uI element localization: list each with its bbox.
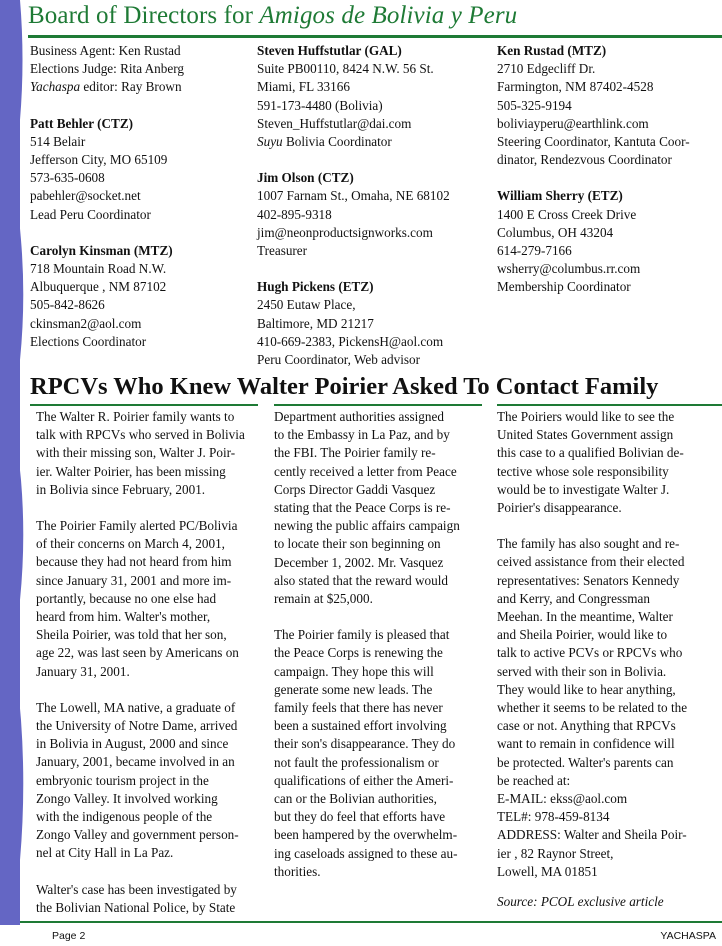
- director-detail-line: 2710 Edgecliff Dr.: [497, 61, 596, 77]
- article-line: ADDRESS: Walter and Sheila Poir-: [497, 827, 687, 843]
- article-column-3: [497, 408, 687, 911]
- director-detail-line: 1007 Farnam St., Omaha, NE 68102: [257, 188, 450, 204]
- director-detail-line: Suyu Bolivia Coordinator: [257, 134, 392, 150]
- article-line: the FBI. The Poirier family re-: [274, 445, 436, 461]
- spacer: [30, 97, 184, 115]
- italic-prefix: Yachaspa: [30, 79, 81, 95]
- article-line: the Peace Corps is renewing the: [274, 645, 443, 661]
- article-line: would be to investigate Walter J.: [497, 481, 670, 497]
- article-line: to locate their son beginning on: [274, 536, 441, 552]
- article-rule-right: [497, 404, 722, 406]
- article-line: age 22, was last seen by Americans on: [36, 645, 239, 661]
- article-line: because they had not heard from him: [36, 554, 232, 570]
- article-line: want to remain in confidence will: [497, 736, 675, 752]
- article-line: nel at City Hall in La Paz.: [36, 845, 174, 861]
- article-line: E-MAIL: ekss@aol.com: [497, 791, 628, 807]
- director-detail-line: 614-279-7166: [497, 243, 572, 259]
- article-line: cently received a letter from Peace: [274, 463, 457, 479]
- article-line: Zongo Valley and government person-: [36, 827, 239, 843]
- director-detail-line: Business Agent: Ken Rustad: [30, 43, 181, 58]
- director-detail-line: 514 Belair: [30, 133, 86, 149]
- director-detail-line: ckinsman2@aol.com: [30, 315, 142, 331]
- article-line: with their missing son, Walter J. Poir-: [36, 445, 236, 461]
- article-line: The Poirier family is pleased that: [274, 627, 450, 643]
- article-headline: RPCVs Who Knew Walter Poirier Asked To Contact Family: [30, 373, 659, 400]
- director-name: Carolyn Kinsman (MTZ): [30, 242, 173, 258]
- article-paragraph: [36, 699, 245, 863]
- article-line: of their concerns on March 4, 2001,: [36, 536, 225, 552]
- director-detail-line: Miami, FL 33166: [257, 79, 350, 95]
- director-detail-line: 2450 Eutaw Place,: [257, 297, 356, 313]
- director-detail-line: Farmington, NM 87402-4528: [497, 79, 654, 95]
- article-line: this case to a qualified Bolivian de-: [497, 445, 684, 461]
- article-rule-mid: [274, 404, 482, 406]
- director-detail-line: Baltimore, MD 21217: [257, 315, 374, 331]
- article-line: January, 2001, became involved in an: [36, 754, 235, 770]
- director-name: Hugh Pickens (ETZ): [257, 279, 374, 295]
- article-line: Sheila Poirier, was told that her son,: [36, 627, 227, 643]
- article-line: whether it seems to be related to the: [497, 700, 688, 716]
- article-line: their son's disappearance. They do: [274, 736, 456, 752]
- article-line: qualifications of either the Ameri-: [274, 772, 454, 788]
- article-line: family feels that there has never: [274, 700, 443, 716]
- article-line: ing caseloads assigned to these au-: [274, 845, 458, 861]
- article-line: heard from him. Walter's mother,: [36, 609, 211, 625]
- director-detail-line: Peru Coordinator, Web advisor: [257, 352, 420, 368]
- article-paragraph: [497, 408, 687, 517]
- director-name: Ken Rustad (MTZ): [497, 43, 607, 58]
- article-column-1: [36, 408, 245, 917]
- article-line: in Bolivia since February, 2001.: [36, 481, 206, 497]
- title-rule: [28, 35, 722, 38]
- article-line: ier , 82 Raynor Street,: [497, 845, 614, 861]
- page-footer: [0, 928, 722, 946]
- article-line: Poirier's disappearance.: [497, 500, 622, 516]
- director-name: William Sherry (ETZ): [497, 188, 623, 204]
- director-detail-line: Yachaspa editor: Ray Brown: [30, 79, 182, 95]
- article-line: remain at $25,000.: [274, 591, 373, 607]
- article-line: TEL#: 978-459-8134: [497, 809, 610, 825]
- article-line: ceived assistance from their elected: [497, 554, 685, 570]
- article-line: portantly, because no one else had: [36, 590, 217, 606]
- article-rule-left: [30, 404, 258, 406]
- article-line: Corps Director Gaddi Vasquez: [274, 481, 436, 497]
- board-column-2: [257, 42, 450, 369]
- director-detail-line: 410-669-2383, PickensH@aol.com: [257, 333, 444, 349]
- article-line: been hampered by the overwhelm-: [274, 827, 458, 843]
- article-line: The Poirier Family alerted PC/Bolivia: [36, 518, 238, 534]
- article-line: January 31, 2001.: [36, 663, 130, 679]
- article-line: representatives: Senators Kennedy: [497, 572, 680, 588]
- director-detail-line: Suite PB00110, 8424 N.W. 56 St.: [257, 61, 434, 77]
- article-line: newing the public affairs campaign: [274, 518, 460, 534]
- article-line: the Bolivian National Police, by State: [36, 899, 236, 915]
- spacer: [257, 260, 450, 278]
- article-line: Zongo Valley. It involved working: [36, 790, 218, 806]
- article-paragraph: [36, 408, 245, 499]
- director-detail-line: Albuquerque , NM 87102: [30, 279, 167, 295]
- article-line: generate some new leads. The: [274, 681, 433, 697]
- article-line: since January 31, 2001 and more im-: [36, 572, 232, 588]
- director-detail-line: Membership Coordinator: [497, 279, 631, 295]
- article-line: thorities.: [274, 863, 321, 879]
- article-line: can or the Bolivian authorities,: [274, 791, 437, 807]
- article-column-2: [274, 408, 460, 881]
- article-source: Source: PCOL exclusive article: [497, 894, 664, 910]
- director-detail-line: 573-635-0608: [30, 170, 105, 186]
- article-line: and Sheila Poirier, would like to: [497, 627, 668, 643]
- director-detail-line: 591-173-4480 (Bolivia): [257, 97, 383, 113]
- spacer: [497, 169, 690, 187]
- article-line: with the indigenous people of the: [36, 809, 213, 825]
- article-line: United States Government assign: [497, 427, 674, 443]
- director-detail-line: Columbus, OH 43204: [497, 224, 614, 240]
- article-line: Walter's case has been investigated by: [36, 881, 237, 897]
- director-detail-line: jim@neonproductsignworks.com: [257, 224, 433, 240]
- article-paragraph: [274, 408, 460, 608]
- article-line: been a sustained effort involving: [274, 718, 447, 734]
- article-line: The Walter R. Poirier family wants to: [36, 409, 235, 424]
- article-line: to the Embassy in La Paz, and by: [274, 427, 450, 443]
- director-detail-line: Elections Coordinator: [30, 333, 147, 349]
- article-paragraph: [274, 626, 460, 881]
- director-detail-line: Treasurer: [257, 243, 308, 259]
- page-number: Page 2: [52, 930, 86, 942]
- footer-rule: [20, 921, 722, 923]
- director-detail-line: Steven_Huffstutlar@dai.com: [257, 115, 412, 131]
- director-name: Patt Behler (CTZ): [30, 115, 134, 131]
- article-line: talk to active PCVs or RPCVs who: [497, 645, 683, 661]
- article-line: embryonic tourism project in the: [36, 772, 209, 788]
- article-line: also stated that the reward would: [274, 572, 448, 588]
- article-line: case or not. Anything that RPCVs: [497, 718, 676, 734]
- board-column-3: [497, 42, 690, 297]
- article-line: but they do feel that efforts have: [274, 809, 446, 825]
- director-detail-line: Elections Judge: Rita Anberg: [30, 61, 184, 77]
- director-name: Jim Olson (CTZ): [257, 170, 354, 186]
- italic-prefix: Suyu: [257, 134, 283, 150]
- spacer: [257, 151, 450, 169]
- board-column-1: [30, 42, 184, 351]
- article-line: ier. Walter Poirier, has been missing: [36, 463, 226, 479]
- article-line: campaign. They hope this will: [274, 663, 434, 679]
- article-paragraph: [36, 517, 245, 681]
- sidebar-wavy-edge: [12, 0, 28, 925]
- article-line: stating that the Peace Corps is re-: [274, 500, 451, 516]
- article-line: be reached at:: [497, 772, 571, 788]
- page-title: Board of Directors for Amigos de Bolivia y Peru: [28, 2, 518, 29]
- spacer: [30, 224, 184, 242]
- article-line: The Lowell, MA native, a graduate of: [36, 699, 236, 715]
- director-detail-line: boliviayperu@earthlink.com: [497, 115, 649, 131]
- article-line: tective whose sole responsibility: [497, 463, 669, 479]
- director-detail-line: pabehler@socket.net: [30, 188, 141, 204]
- article-paragraph: [497, 535, 687, 881]
- publication-name: YACHASPA: [660, 930, 716, 942]
- article-line: served with their son in Bolivia.: [497, 663, 667, 679]
- director-detail-line: dinator, Rendezvous Coordinator: [497, 152, 672, 168]
- director-detail-line: Lead Peru Coordinator: [30, 206, 151, 222]
- director-detail-line: 1400 E Cross Creek Drive: [497, 206, 637, 222]
- article-line: They would like to hear anything,: [497, 681, 676, 697]
- article-line: December 1, 2002. Mr. Vasquez: [274, 554, 444, 570]
- article-paragraph: [36, 881, 245, 917]
- article-line: in Bolivia in August, 2000 and since: [36, 736, 229, 752]
- director-detail-line: wsherry@columbus.rr.com: [497, 261, 641, 277]
- article-line: not fault the professionalism or: [274, 754, 439, 770]
- director-detail-line: 505-842-8626: [30, 297, 105, 313]
- article-line: The family has also sought and re-: [497, 536, 680, 552]
- director-detail-line: Jefferson City, MO 65109: [30, 152, 168, 168]
- article-line: The Poiriers would like to see the: [497, 409, 675, 424]
- director-detail-line: 402-895-9318: [257, 206, 332, 222]
- director-detail-line: Steering Coordinator, Kantuta Coor-: [497, 134, 690, 150]
- article-line: Lowell, MA 01851: [497, 863, 598, 879]
- article-line: talk with RPCVs who served in Bolivia: [36, 427, 245, 443]
- director-detail-line: 505-325-9194: [497, 97, 572, 113]
- article-line: Department authorities assigned: [274, 409, 444, 424]
- article-line: and Kerry, and Congressman: [497, 590, 650, 606]
- article-line: be protected. Walter's parents can: [497, 754, 674, 770]
- director-detail-line: 718 Mountain Road N.W.: [30, 261, 167, 277]
- director-name: Steven Huffstutlar (GAL): [257, 43, 402, 58]
- article-line: Meehan. In the meantime, Walter: [497, 609, 673, 625]
- article-line: the University of Notre Dame, arrived: [36, 718, 238, 734]
